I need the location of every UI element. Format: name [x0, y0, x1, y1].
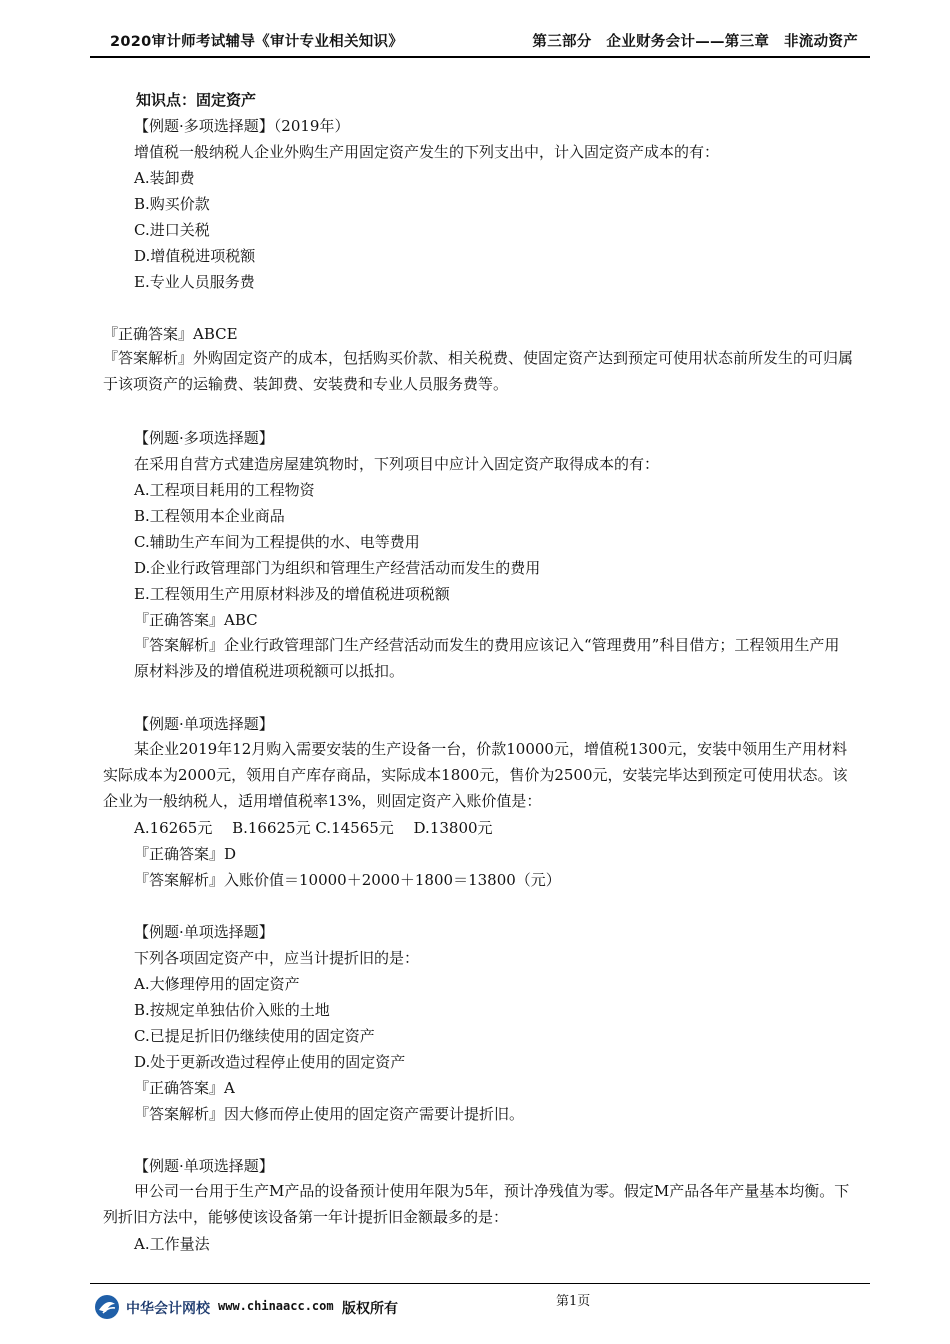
q4-answer: 『正确答案』A: [134, 1079, 235, 1097]
q2-option-a: A.工程项目耗用的工程物资: [134, 481, 315, 499]
header-right-title: 第三部分 企业财务会计——第三章 非流动资产: [532, 34, 858, 50]
q4-stem: 下列各项固定资产中，应当计提折旧的是：: [134, 949, 420, 967]
footer-brand: 中华会计网校: [126, 1301, 210, 1317]
q1-option-a: A.装卸费: [134, 169, 195, 187]
header-left-title: 2020审计师考试辅导《审计专业相关知识》: [110, 34, 404, 50]
q1-option-e: E.专业人员服务费: [134, 273, 255, 291]
q2-option-e: E.工程领用生产用原材料涉及的增值税进项税额: [134, 585, 450, 603]
q2-option-c: C.辅助生产车间为工程提供的水、电等费用: [134, 533, 420, 551]
q1-answer: 『正确答案』ABCE: [103, 325, 238, 343]
q1-analysis: 『答案解析』外购固定资产的成本，包括购买价款、相关税费、使固定资产达到预定可使用状态前所发生的可归属于该项资产的运输费、装卸费、安装费和专业人员服务费等。: [103, 349, 854, 393]
q1-option-d: D.增值税进项税额: [134, 247, 256, 265]
q3-label: 【例题·单项选择题】: [134, 715, 274, 733]
footer-rule: [90, 1283, 870, 1284]
footer-url[interactable]: www.chinaacc.com: [218, 1299, 334, 1313]
q4-label: 【例题·单项选择题】: [134, 923, 274, 941]
q2-stem: 在采用自营方式建造房屋建筑物时，下列项目中应计入固定资产取得成本的有：: [134, 455, 660, 473]
q5-stem: 甲公司一台用于生产M产品的设备预计使用年限为5年，预计净残值为零。假定M产品各年产量基本均衡。下列折旧方法中，能够使该设备第一年计提折旧金额最多的是：: [103, 1182, 850, 1226]
q1-label: 【例题·多项选择题】（2019年）: [134, 117, 350, 135]
q2-option-d: D.企业行政管理部门为组织和管理生产经营活动而发生的费用: [134, 559, 541, 577]
q2-analysis: 『答案解析』企业行政管理部门生产经营活动而发生的费用应该记入“管理费用”科目借方；工程领用生产用原材料涉及的增值税进项税额可以抵扣。: [134, 636, 840, 680]
q2-answer: 『正确答案』ABC: [134, 611, 258, 629]
q4-option-c: C.已提足折旧仍继续使用的固定资产: [134, 1027, 375, 1045]
q3-stem: 某企业2019年12月购入需要安装的生产设备一台，价款10000元，增值税1300元，安装中领用生产用材料实际成本为2000元，领用自产库存商品，实际成本1800元，售价为2500元，安装完毕达到预定可使用状态。该企业为一般纳税人，适用增值税率13%，则固定资产入账价值是：: [103, 740, 848, 810]
section-title: 知识点：固定资产: [136, 91, 257, 109]
q4-option-d: D.处于更新改造过程停止使用的固定资产: [134, 1053, 406, 1071]
q1-option-c: C.进口关税: [134, 221, 210, 239]
q2-label: 【例题·多项选择题】: [134, 429, 274, 447]
q3-answer: 『正确答案』D: [134, 845, 237, 863]
footer-rights: 版权所有: [342, 1301, 398, 1317]
q4-option-a: A.大修理停用的固定资产: [134, 975, 300, 993]
q3-analysis: 『答案解析』入账价值＝10000＋2000＋1800＝13800（元）: [134, 871, 561, 889]
q1-stem: 增值税一般纳税人企业外购生产用固定资产发生的下列支出中，计入固定资产成本的有：: [134, 143, 720, 161]
chinaacc-logo-icon: [94, 1294, 120, 1320]
q5-option-a: A.工作量法: [134, 1235, 210, 1253]
q3-options: A.16265元 B.16625元 C.14565元 D.13800元: [134, 819, 493, 837]
q4-analysis: 『答案解析』因大修而停止使用的固定资产需要计提折旧。: [134, 1105, 525, 1123]
q5-label: 【例题·单项选择题】: [134, 1157, 274, 1175]
q2-option-b: B.工程领用本企业商品: [134, 507, 285, 525]
q1-option-b: B.购买价款: [134, 195, 210, 213]
q4-option-b: B.按规定单独估价入账的土地: [134, 1001, 330, 1019]
page-number: 第1页: [556, 1294, 591, 1309]
